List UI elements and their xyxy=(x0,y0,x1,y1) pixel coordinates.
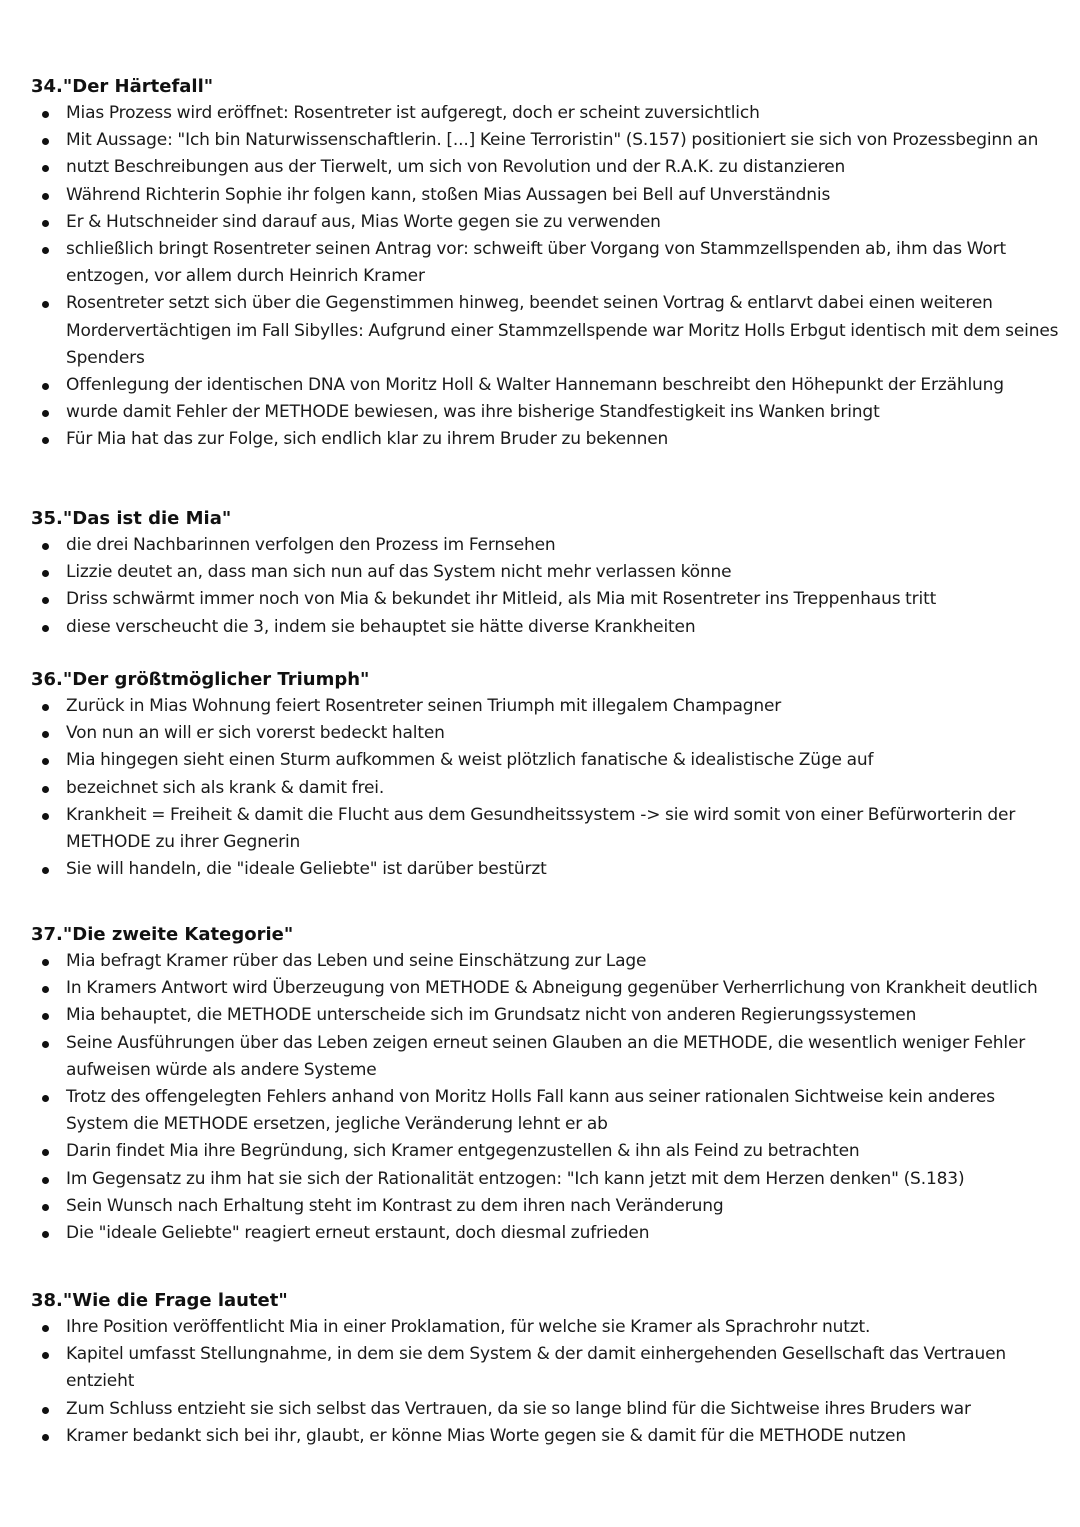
bullet-item: Trotz des offengelegten Fehlers anhand von Moritz Holls Fall kann aus seiner rationalen Sichtweise kein anderes System die METHODE ersetzen, jegliche Veränderung lehnt er ab xyxy=(31,1084,1062,1138)
bullet-list xyxy=(31,532,1062,641)
section-35 xyxy=(31,505,1062,641)
bullet-item: Sein Wunsch nach Erhaltung steht im Kontrast zu dem ihren nach Veränderung xyxy=(31,1193,1062,1220)
section-38 xyxy=(31,1287,1062,1450)
bullet-list xyxy=(31,100,1062,454)
bullet-item: Driss schwärmt immer noch von Mia & bekundet ihr Mitleid, als Mia mit Rosentreter ins Treppenhaus tritt xyxy=(31,586,1062,613)
bullet-item: Sie will handeln, die "ideale Geliebte" ist darüber bestürzt xyxy=(31,856,1062,883)
section-heading: 36."Der größtmöglicher Triumph" xyxy=(31,669,370,690)
bullet-item: Er & Hutschneider sind darauf aus, Mias Worte gegen sie zu verwenden xyxy=(31,209,1062,236)
bullet-item: nutzt Beschreibungen aus der Tierwelt, um sich von Revolution und der R.A.K. zu distanzieren xyxy=(31,154,1062,181)
bullet-item: Mia behauptet, die METHODE unterscheide sich im Grundsatz nicht von anderen Regierungssystemen xyxy=(31,1002,1062,1029)
bullet-item: Kapitel umfasst Stellungnahme, in dem sie dem System & der damit einhergehenden Gesellschaft das Vertrauen entzieht xyxy=(31,1341,1062,1395)
bullet-item: Seine Ausführungen über das Leben zeigen erneut seinen Glauben an die METHODE, die wesentlich weniger Fehler aufweisen würde als andere Systeme xyxy=(31,1030,1062,1084)
bullet-item: Die "ideale Geliebte" reagiert erneut erstaunt, doch diesmal zufrieden xyxy=(31,1220,1062,1247)
section-heading: 38."Wie die Frage lautet" xyxy=(31,1290,288,1311)
section-heading: 34."Der Härtefall" xyxy=(31,76,214,97)
bullet-item: Darin findet Mia ihre Begründung, sich Kramer entgegenzustellen & ihn als Feind zu betrachten xyxy=(31,1138,1062,1165)
bullet-item: Für Mia hat das zur Folge, sich endlich klar zu ihrem Bruder zu bekennen xyxy=(31,426,1062,453)
bullet-item: Krankheit = Freiheit & damit die Flucht aus dem Gesundheitssystem -> sie wird somit von einer Befürworterin der METHODE zu ihrer Gegnerin xyxy=(31,802,1062,856)
section-36 xyxy=(31,666,1062,883)
bullet-item: die drei Nachbarinnen verfolgen den Prozess im Fernsehen xyxy=(31,532,1062,559)
bullet-item: Im Gegensatz zu ihm hat sie sich der Rationalität entzogen: "Ich kann jetzt mit dem Herzen denken" (S.183) xyxy=(31,1166,1062,1193)
bullet-item: Rosentreter setzt sich über die Gegenstimmen hinweg, beendet seinen Vortrag & entlarvt dabei einen weiteren Mordervertächtigen im Fall Sibylles: Aufgrund einer Stammzellspende war Moritz Holls Erbgut identisch mit dem seines Spenders xyxy=(31,290,1062,372)
bullet-item: Zurück in Mias Wohnung feiert Rosentreter seinen Triumph mit illegalem Champagner xyxy=(31,693,1062,720)
bullet-item: diese verscheucht die 3, indem sie behauptet sie hätte diverse Krankheiten xyxy=(31,614,1062,641)
section-34 xyxy=(31,73,1062,454)
bullet-item: Mia befragt Kramer rüber das Leben und seine Einschätzung zur Lage xyxy=(31,948,1062,975)
bullet-item: Zum Schluss entzieht sie sich selbst das Vertrauen, da sie so lange blind für die Sichtweise ihres Bruders war xyxy=(31,1396,1062,1423)
bullet-list xyxy=(31,693,1062,883)
bullet-item: Lizzie deutet an, dass man sich nun auf das System nicht mehr verlassen könne xyxy=(31,559,1062,586)
bullet-list xyxy=(31,948,1062,1247)
bullet-item: Mia hingegen sieht einen Sturm aufkommen & weist plötzlich fanatische & idealistische Züge auf xyxy=(31,747,1062,774)
section-heading: 35."Das ist die Mia" xyxy=(31,508,232,529)
bullet-item: wurde damit Fehler der METHODE bewiesen, was ihre bisherige Standfestigkeit ins Wanken bringt xyxy=(31,399,1062,426)
bullet-item: bezeichnet sich als krank & damit frei. xyxy=(31,775,1062,802)
bullet-item: Kramer bedankt sich bei ihr, glaubt, er könne Mias Worte gegen sie & damit für die METHODE nutzen xyxy=(31,1423,1062,1450)
bullet-item: Mit Aussage: "Ich bin Naturwissenschaftlerin. [...] Keine Terroristin" (S.157) positioniert sie sich von Prozessbeginn an xyxy=(31,127,1062,154)
bullet-item: Ihre Position veröffentlicht Mia in einer Proklamation, für welche sie Kramer als Sprachrohr nutzt. xyxy=(31,1314,1062,1341)
bullet-item: Mias Prozess wird eröffnet: Rosentreter ist aufgeregt, doch er scheint zuversichtlich xyxy=(31,100,1062,127)
bullet-list xyxy=(31,1314,1062,1450)
bullet-item: Offenlegung der identischen DNA von Moritz Holl & Walter Hannemann beschreibt den Höhepunkt der Erzählung xyxy=(31,372,1062,399)
section-heading: 37."Die zweite Kategorie" xyxy=(31,924,294,945)
bullet-item: schließlich bringt Rosentreter seinen Antrag vor: schweift über Vorgang von Stammzellspenden ab, ihm das Wort entzogen, vor allem durch Heinrich Kramer xyxy=(31,236,1062,290)
section-37 xyxy=(31,921,1062,1247)
bullet-item: In Kramers Antwort wird Überzeugung von METHODE & Abneigung gegenüber Verherrlichung von Krankheit deutlich xyxy=(31,975,1062,1002)
bullet-item: Von nun an will er sich vorerst bedeckt halten xyxy=(31,720,1062,747)
bullet-item: Während Richterin Sophie ihr folgen kann, stoßen Mias Aussagen bei Bell auf Unverständnis xyxy=(31,182,1062,209)
